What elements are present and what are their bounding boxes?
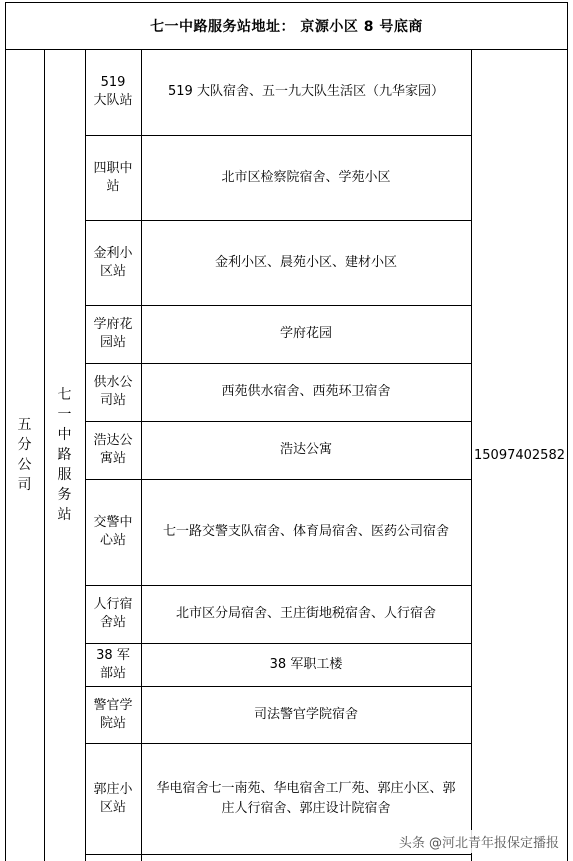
table-row (85, 49, 141, 135)
grid-line (141, 49, 142, 861)
station-name: 浩达公寓站 (93, 433, 133, 466)
table-row (85, 585, 141, 643)
grid-line (85, 854, 471, 855)
residence-list: 金利小区、晨苑小区、建材小区 (214, 254, 397, 270)
table-row (85, 643, 141, 686)
residence-list: 学府花园 (279, 326, 332, 341)
service-station-cell (44, 49, 85, 861)
residence-list: 38 军职工楼 (269, 656, 343, 672)
station-name: 交警中心站 (93, 515, 133, 548)
station-name: 学府花园站 (93, 317, 133, 350)
grid-line (471, 49, 472, 861)
table-row (85, 686, 141, 743)
station-name: 四职中站 (93, 160, 133, 194)
station-name: 金利小区站 (93, 245, 133, 279)
grid-line (85, 363, 471, 364)
table-row (85, 363, 141, 421)
table-row (85, 421, 141, 479)
table-row (85, 220, 141, 305)
station-name: 警官学院站 (93, 697, 133, 731)
grid-line (85, 643, 471, 644)
grid-line (5, 49, 568, 50)
grid-line (85, 743, 471, 744)
grid-line (567, 2, 568, 861)
phone-cell: 15097402582 (474, 447, 565, 463)
watermark: 头条 @河北青年报保定播报 (395, 830, 563, 853)
grid-line (85, 421, 471, 422)
grid-line (85, 135, 471, 136)
station-name: 38 军部站 (96, 647, 130, 681)
residence-list: 西苑供水宿舍、西苑环卫宿舍 (221, 384, 391, 399)
grid-line (85, 305, 471, 306)
station-name: 人行宿舍站 (93, 597, 133, 630)
residence-list: 华电宿舍七一南苑、华电宿舍工厂苑、郭庄小区、郭庄人行宿舍、郭庄设计院宿舍 (156, 780, 456, 816)
residence-list: 北市区检察院宿舍、学苑小区 (221, 169, 391, 185)
grid-line (85, 686, 471, 687)
grid-line (85, 479, 471, 480)
service-station-label: 七一中路服务站 (57, 387, 72, 523)
table-row (85, 743, 141, 854)
table-row (85, 135, 141, 220)
residence-list: 北市区分局宿舍、王庄街地税宿舍、人行宿舍 (175, 606, 436, 621)
table-row (85, 305, 141, 363)
table-row (85, 479, 141, 585)
residence-list: 司法警官学院宿舍 (253, 706, 358, 722)
grid-line (85, 585, 471, 586)
station-name: 519 大队站 (93, 75, 133, 108)
station-name: 郭庄小区站 (93, 781, 133, 815)
residence-list: 浩达公寓 (279, 442, 332, 457)
residence-list: 七一路交警支队宿舍、体育局宿舍、医药公司宿舍 (162, 524, 449, 539)
grid-line (85, 49, 86, 861)
grid-line (85, 220, 471, 221)
table-title: 七一中路服务站地址： 京源小区 8 号底商 (150, 18, 423, 35)
grid-line (5, 2, 568, 3)
company-label: 五分公司 (17, 417, 32, 493)
station-name: 供水公司站 (93, 375, 133, 408)
company-cell (5, 49, 44, 861)
grid-line (5, 2, 6, 861)
residence-list: 519 大队宿舍、五一九大队生活区（九华家园） (168, 84, 444, 99)
grid-line (44, 49, 45, 861)
